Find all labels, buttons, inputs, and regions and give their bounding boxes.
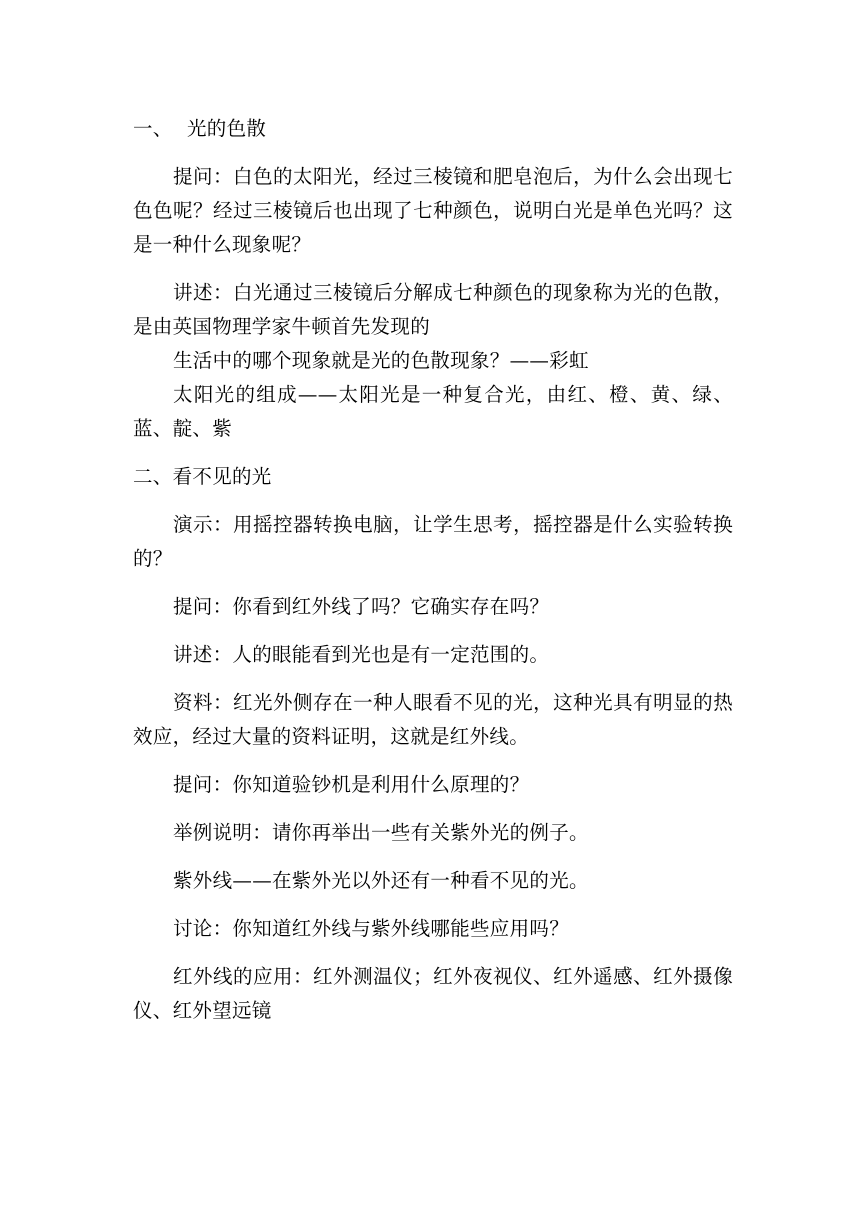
section-heading-2: 二、看不见的光 xyxy=(133,465,272,488)
paragraph-discussion-applications: 讨论：你知道红外线与紫外线哪能些应用吗？ xyxy=(173,917,570,940)
paragraph-example-ultraviolet: 举例说明：请你再举出一些有关紫外光的例子。 xyxy=(173,821,589,844)
paragraph-infrared-applications: 红外线的应用：红外测温仪；红外夜视仪、红外遥感、红外摄像仪、红外望远镜 xyxy=(133,965,733,1022)
paragraph-material-infrared: 资料：红光外侧存在一种人眼看不见的光，这种光具有明显的热效应，经过大量的资料证明，这就是红外线。 xyxy=(133,691,733,748)
paragraph-question-money-detector: 提问：你知道验钞机是利用什么原理的？ xyxy=(173,773,530,796)
paragraph-explain-eye-range: 讲述：人的眼能看到光也是有一定范围的。 xyxy=(173,643,550,666)
paragraph-question-dispersion: 提问：白色的太阳光，经过三棱镜和肥皂泡后，为什么会出现七色色呢？经过三棱镜后也出现了七种颜色，说明白光是单色光吗？这是一种什么现象呢？ xyxy=(133,165,733,256)
paragraph-explain-dispersion: 讲述：白光通过三棱镜后分解成七种颜色的现象称为光的色散，是由英国物理学家牛顿首先发现的 xyxy=(133,281,733,338)
section-heading-1 xyxy=(133,112,733,146)
paragraph-demo-remote: 演示：用摇控器转换电脑，让学生思考，摇控器是什么实验转换的？ xyxy=(133,513,733,570)
paragraph-question-infrared: 提问：你看到红外线了吗？它确实存在吗？ xyxy=(173,595,550,618)
paragraph-sunlight-composition: 太阳光的组成——太阳光是一种复合光，由红、橙、黄、绿、蓝、靛、紫 xyxy=(133,383,733,440)
paragraph-ultraviolet: 紫外线——在紫外光以外还有一种看不见的光。 xyxy=(173,869,589,892)
document-body xyxy=(133,112,733,1042)
paragraph-rainbow: 生活中的哪个现象就是光的色散现象？——彩虹 xyxy=(173,349,589,372)
section-title-1: 光的色散 xyxy=(187,117,267,140)
section-number-1: 一、 xyxy=(133,117,173,140)
